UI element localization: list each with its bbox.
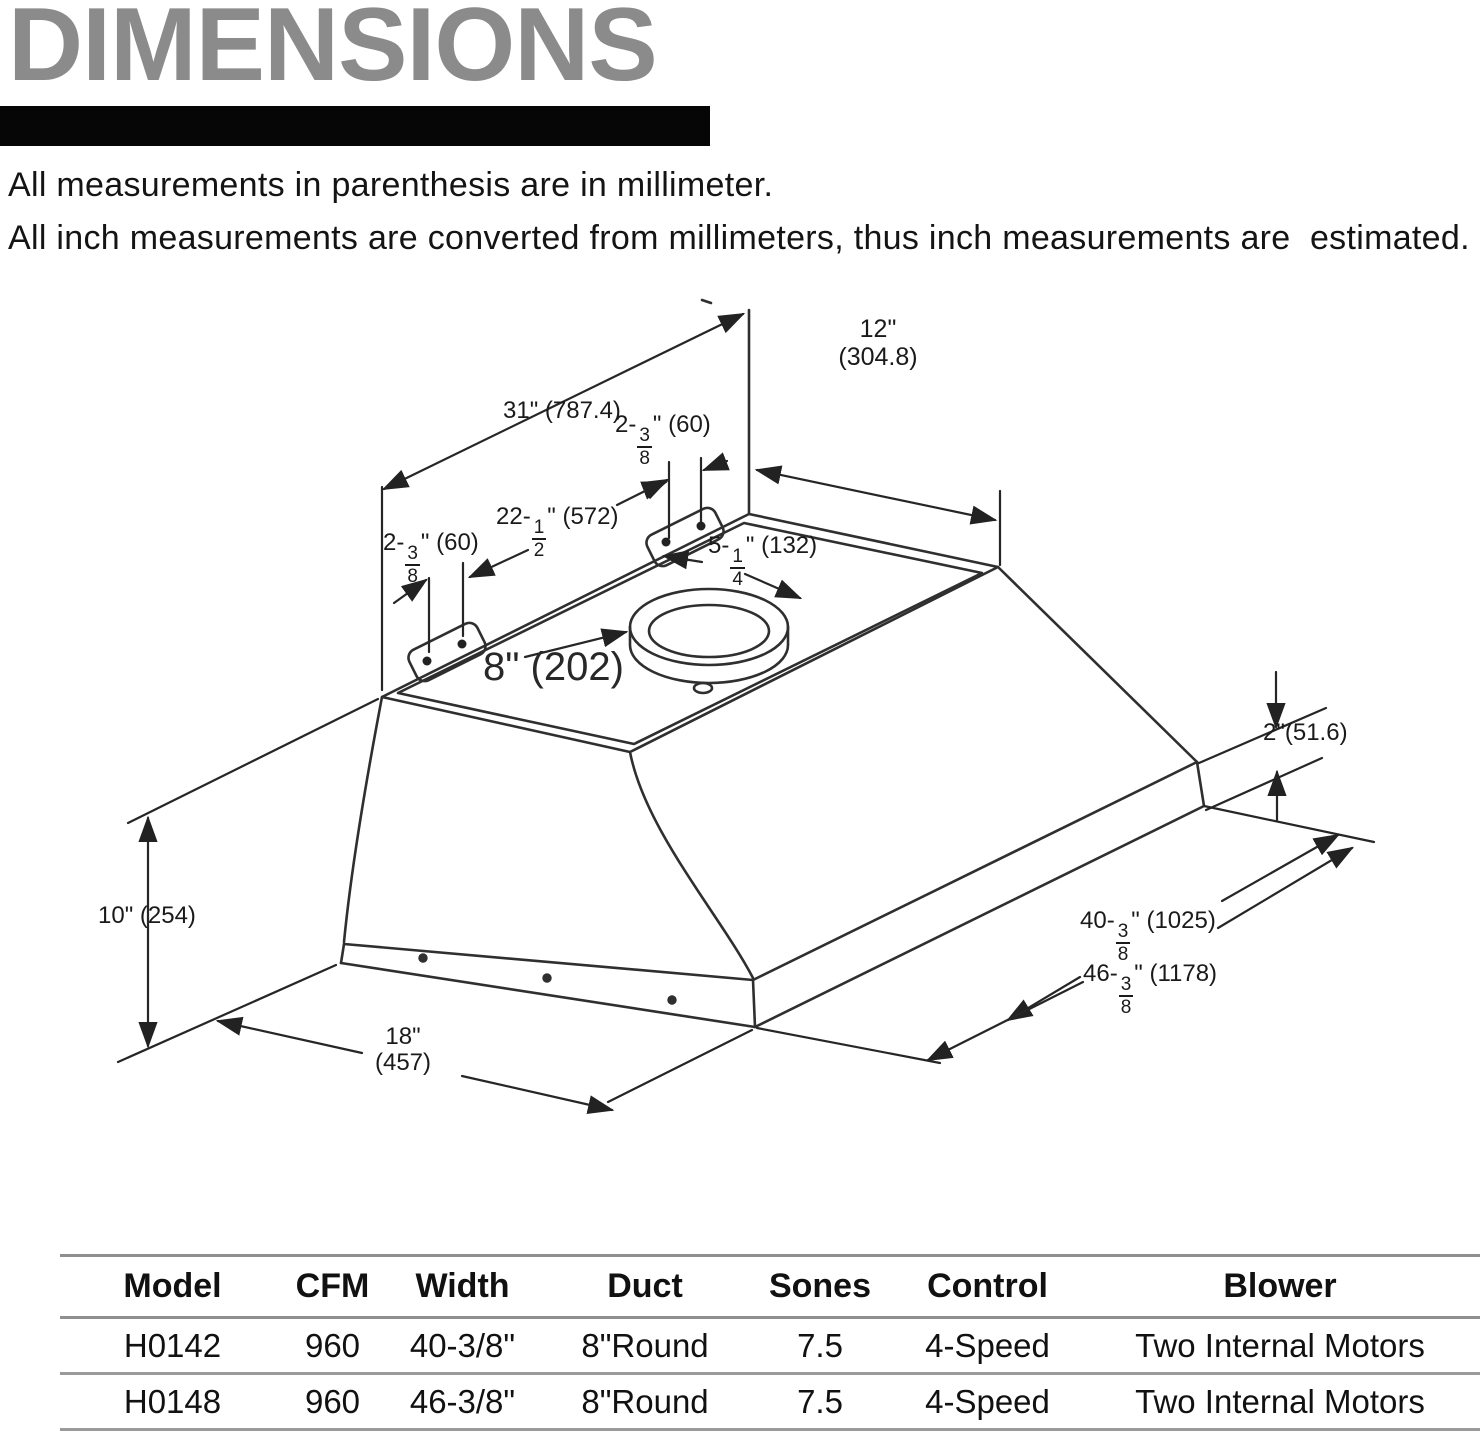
dim-line-18a [218,1021,362,1053]
dim-bracket-offset-top-label: 2- $\frac{3}{8}$ " (60) [615,411,711,469]
cell-blower: Two Internal Motors [1135,1326,1425,1364]
col-header-model: Model [123,1267,222,1305]
col-header-duct: Duct [607,1267,683,1305]
cell-sones: 7.5 [797,1326,843,1364]
dim-width-40-label: 40- $\frac{3}{8}$ " (1025) [1080,907,1216,965]
dim-width-46-label: 46- $\frac{3}{8}$ " (1178) [1083,960,1218,1018]
cell-width: 46-3/8" [409,1382,516,1420]
pilot-hole [694,683,712,693]
cell-duct: 8"Round [581,1382,709,1420]
cell-model: H0148 [123,1382,222,1420]
dim-line-12 [757,470,995,520]
bracket-screw [423,657,432,666]
lip-screw-dot [669,997,676,1004]
dim-bottom-depth-label: 18" (457) [374,1023,432,1077]
duct-collar [630,589,788,693]
ext-line [1206,758,1322,810]
ext-line [1204,806,1374,842]
cell-cfm: 960 [304,1382,361,1420]
cell-model: H0142 [123,1326,222,1364]
dim-bracket-offset-left-label: 2- $\frac{3}{8}$ " (60) [383,529,479,587]
front-slope-edge [630,752,753,978]
dim-line-46a [928,982,1083,1060]
spec-table-header-row [60,1256,1480,1318]
cell-cfm: 960 [304,1326,361,1364]
duct-collar-outer-rim [630,589,788,665]
dim-duct-diameter-label: 8" (202) [483,645,624,689]
bracket-screw [458,640,467,649]
duct-collar-inner-rim [649,605,769,657]
lip-right-corner [1197,762,1204,806]
hood-body [341,300,1204,1027]
dim-top-depth-label: 12" (304.8) [838,315,918,371]
right-slope-edge [998,567,1197,762]
leader-line [617,480,667,505]
dim-bracket-spacing-label: 22- $\frac{1}{2}$ " (572) [496,503,619,561]
cell-sones: 7.5 [797,1382,843,1420]
table-row [60,1318,1480,1374]
dim-top-width-label: 31" (787.4) [503,397,621,424]
left-mounting-bracket [405,620,488,684]
lip-front-corner [753,980,755,1027]
cell-width: 40-3/8" [409,1326,516,1364]
col-header-blower: Blower [1223,1267,1337,1305]
top-face-inset [398,523,982,744]
lip-left-corner [341,944,344,963]
col-header-sones: Sones [768,1267,872,1305]
left-slope-edge [344,697,382,942]
dim-line-18b [462,1076,612,1110]
cell-control: 4-Speed [925,1326,1050,1364]
ext-line [128,699,378,823]
col-header-cfm: CFM [295,1267,370,1305]
lip-screw-dot [544,975,551,982]
cell-duct: 8"Round [581,1326,709,1364]
dim-duct-offset-label: 5- $\frac{1}{4}$ " (132) [708,532,818,590]
ext-line [608,1030,752,1102]
table-row [60,1374,1480,1430]
lip-bottom-left-edge [341,963,755,1027]
spec-table [60,1254,1480,1431]
lip-screw-dot [420,955,427,962]
page-title: DIMENSIONS [8,0,657,103]
cell-blower: Two Internal Motors [1135,1382,1425,1420]
note-millimeter: All measurements in parenthesis are in millimeter. [8,166,774,204]
dim-line-46b [1218,848,1352,928]
wall-top-tick [702,300,711,303]
ext-line [118,965,336,1062]
cell-control: 4-Speed [925,1382,1050,1420]
dim-hood-height-label: 10" (254) [98,902,196,929]
col-header-width: Width [415,1267,510,1305]
note-inch-conversion: All inch measurements are converted from millimeters, thus inch measurements are estimated. [8,219,1470,257]
dim-lip-height-label: 2"(51.6) [1263,719,1348,746]
col-header-control: Control [927,1267,1048,1305]
ext-line [757,1028,940,1063]
